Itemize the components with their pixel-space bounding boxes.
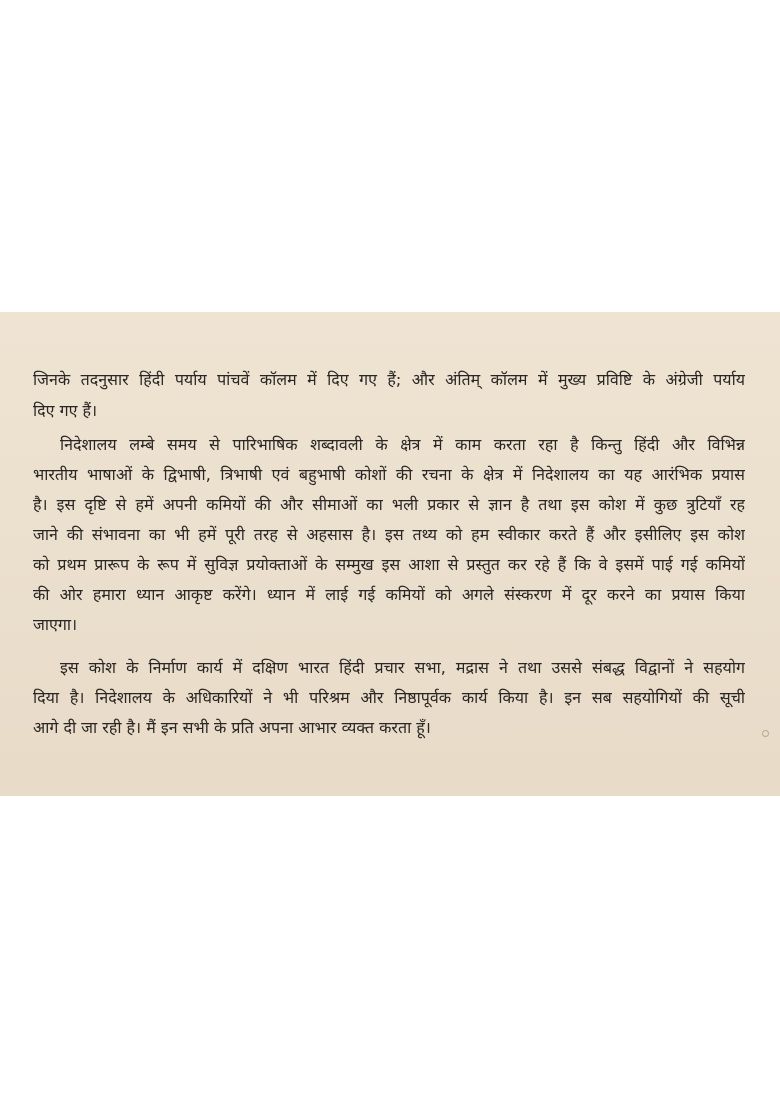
text-line: जाने की संभावना का भी हमें पूरी तरह से अहसास है। इस तथ्य को हम स्वीकार करते हैं और इसीलिए इस कोश	[33, 525, 745, 544]
text-line: भारतीय भाषाओं के द्विभाषी, त्रिभाषी एवं बहुभाषी कोशों की रचना के क्षेत्र में निदेशालय का यह आरंभिक प्रयास	[33, 465, 745, 484]
text-line: इस कोश के निर्माण कार्य में दक्षिण भारत हिंदी प्रचार सभा, मद्रास ने तथा उससे संबद्ध विद्वानों ने सहयोग	[60, 658, 745, 677]
text-line: को प्रथम प्रारूप के रूप में सुविज्ञ प्रयोक्ताओं के सम्मुख इस आशा से प्रस्तुत कर रहे हैं कि वे इसमें पाई गई कमियों	[33, 555, 745, 574]
text-line: दिया है। निदेशालय के अधिकारियों ने भी परिश्रम और निष्ठापूर्वक कार्य किया है। इन सब सहयोगियों की सूची	[33, 688, 745, 707]
text-line: की ओर हमारा ध्यान आकृष्ट करेंगे। ध्यान में लाई गई कमियों को अगले संस्करण में दूर करने का प्रयास किया	[33, 585, 745, 604]
text-line: निदेशालय लम्बे समय से पारिभाषिक शब्दावली के क्षेत्र में काम करता रहा है किन्तु हिंदी और विभिन्न	[60, 435, 745, 454]
text-line: जिनके तदनुसार हिंदी पर्याय पांचवें कॉलम में दिए गए हैं; और अंतिम् कॉलम में मुख्य प्रविष्टि के अंग्रेजी पर्याय	[33, 370, 745, 389]
paper-speck	[762, 730, 769, 737]
text-line: आगे दी जा रही है। मैं इन सभी के प्रति अपना आभार व्यक्त करता हूँ।	[33, 718, 431, 737]
scanned-page	[0, 312, 780, 796]
text-line: है। इस दृष्टि से हमें अपनी कमियों की और सीमाओं का भली प्रकार से ज्ञान है तथा इस कोश में कुछ त्रुटियाँ रह	[33, 495, 745, 514]
text-line: जाएगा।	[33, 615, 78, 634]
text-line: दिए गए हैं।	[33, 401, 98, 420]
